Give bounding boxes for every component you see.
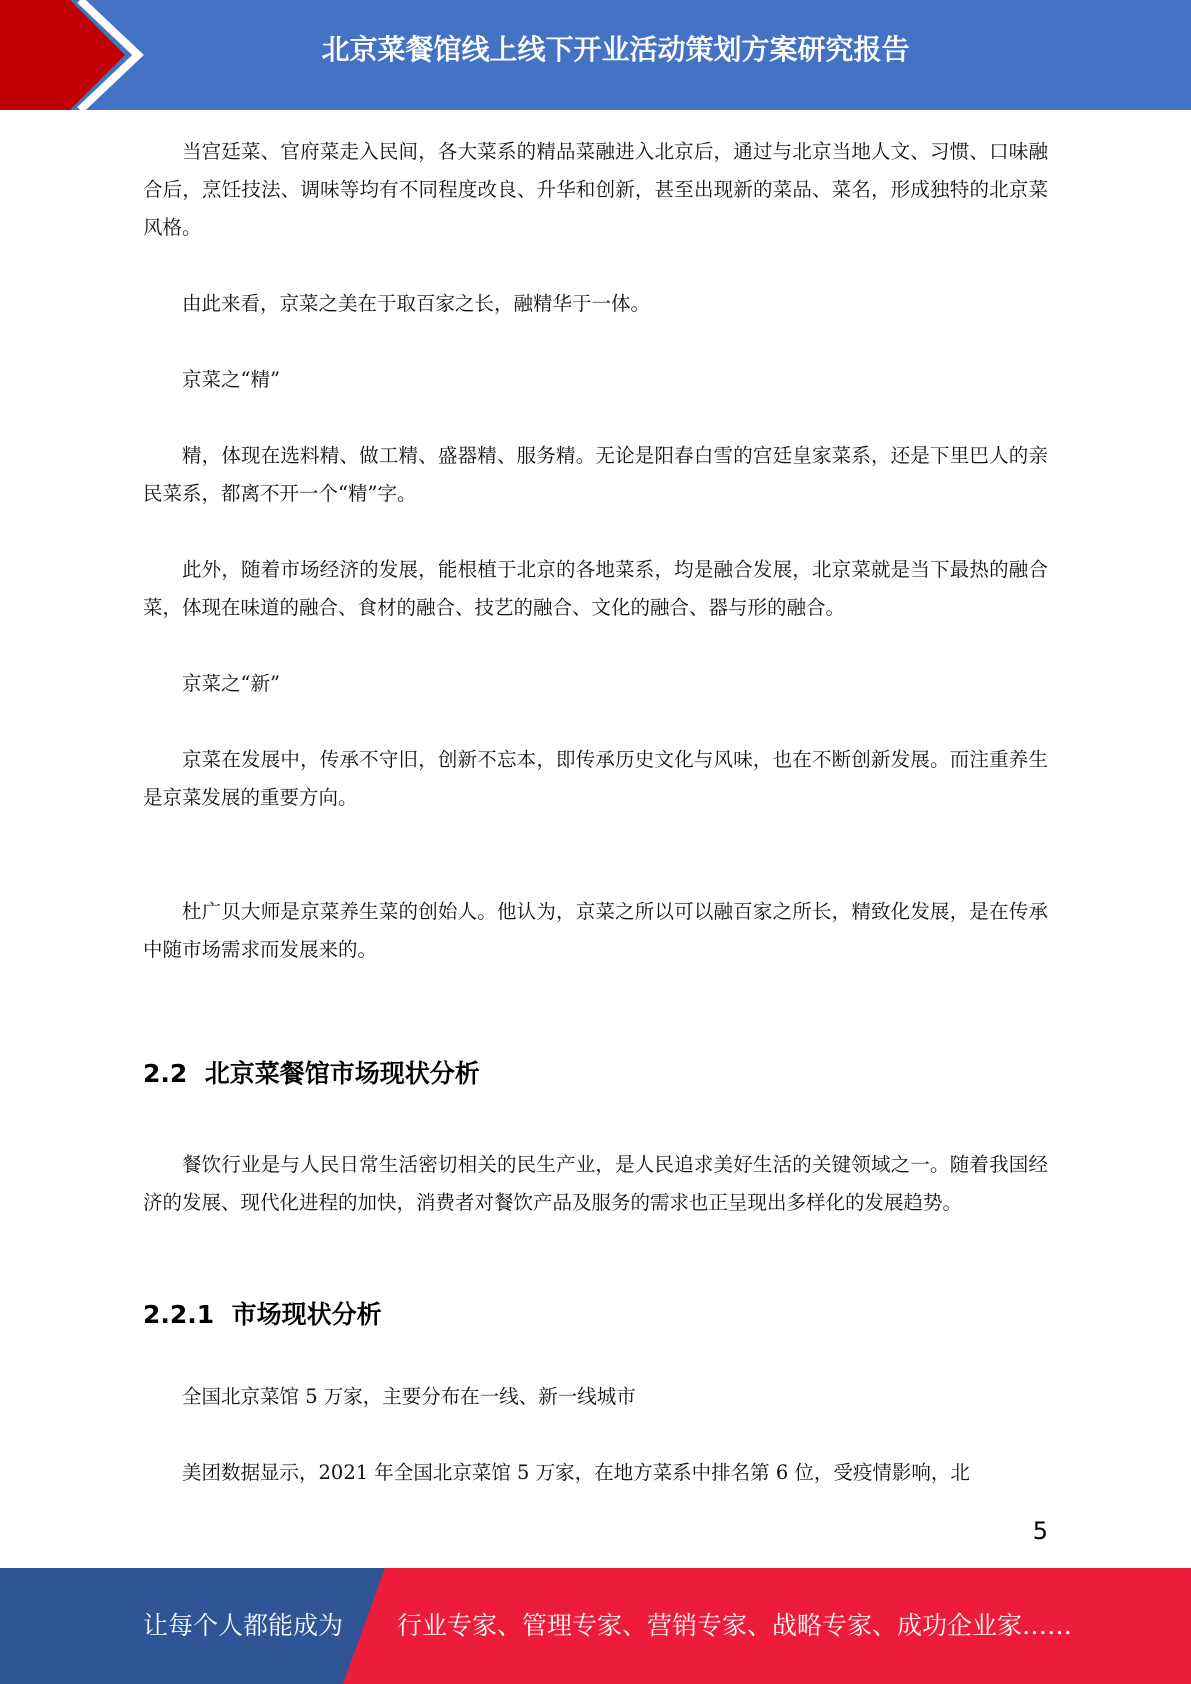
page-footer: [0, 1568, 1191, 1684]
page-header: [0, 0, 1191, 110]
paragraph-3-subtitle-jing: 京菜之“精”: [182, 368, 280, 391]
subsection-heading: 2.2.1 市场现状分析: [143, 1300, 382, 1329]
paragraph-4: 精，体现在选料精、做工精、盛器精、服务精。无论是阳春白雪的宫廷皇家菜系，还是下里巴人的亲民菜系，都离不开一个“精”字。: [143, 444, 1048, 505]
header-chevron-graphic: [0, 0, 160, 110]
paragraph-1: 当宫廷菜、官府菜走入民间，各大菜系的精品菜融进入北京后，通过与北京当地人文、习惯、口味融合后，烹饪技法、调味等均有不同程度改良、升华和创新，甚至出现新的菜品、菜名，形成独特的北京菜风格。: [143, 140, 1048, 239]
section-heading: 2.2 北京菜餐馆市场现状分析: [143, 1059, 480, 1088]
paragraph-5: 此外，随着市场经济的发展，能根植于北京的各地菜系，均是融合发展，北京菜就是当下最热的融合菜，体现在味道的融合、食材的融合、技艺的融合、文化的融合、器与形的融合。: [143, 558, 1048, 619]
subsection-paragraph-2: 美团数据显示，2021 年全国北京菜馆 5 万家，在地方菜系中排名第 6 位，受疫情影响，北: [182, 1461, 970, 1484]
page-number: 5: [1032, 1517, 1048, 1545]
document-title: 北京菜餐馆线上线下开业活动策划方案研究报告: [321, 33, 910, 66]
section-paragraph: 餐饮行业是与人民日常生活密切相关的民生产业，是人民追求美好生活的关键领域之一。随着我国经济的发展、现代化进程的加快，消费者对餐饮产品及服务的需求也正呈现出多样化的发展趋势。: [143, 1153, 1048, 1214]
footer-slogan-right: 行业专家、管理专家、营销专家、战略专家、成功企业家……: [397, 1611, 1073, 1640]
subsection-paragraph-1: 全国北京菜馆 5 万家，主要分布在一线、新一线城市: [182, 1385, 636, 1408]
header-red-chevron: [0, 0, 125, 110]
paragraph-2: 由此来看，京菜之美在于取百家之长，融精华于一体。: [182, 292, 651, 315]
paragraph-6-subtitle-xin: 京菜之“新”: [182, 672, 280, 695]
footer-slogan-left: 让每个人都能成为: [143, 1611, 344, 1640]
paragraph-8: 杜广贝大师是京菜养生菜的创始人。他认为，京菜之所以可以融百家之所长，精致化发展，是在传承中随市场需求而发展来的。: [143, 900, 1048, 961]
paragraph-7: 京菜在发展中，传承不守旧，创新不忘本，即传承历史文化与风味，也在不断创新发展。而注重养生是京菜发展的重要方向。: [143, 748, 1048, 809]
